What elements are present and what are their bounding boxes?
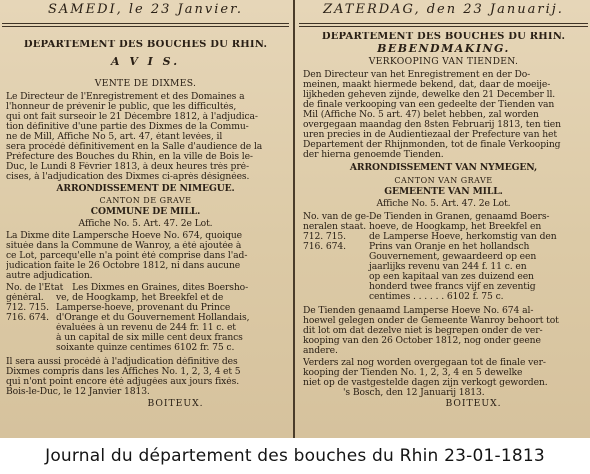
- french-date: SAMEDI, le 23 Janvier.: [47, 2, 244, 17]
- french-p1-line: ne de Mill, Affiche No 5, art. 47, étant levées, il: [6, 132, 223, 142]
- dutch-column: [297, 0, 590, 438]
- dutch-p2-line: dit lot om dat dezelve niet is begrepen onder de ver-: [303, 326, 543, 336]
- dutch-department: DEPARTEMENT DES BOUCHES DU RHIN.: [321, 32, 566, 42]
- dutch-table-ref: No. van de ge-: [303, 212, 370, 222]
- french-table-row: [6, 343, 285, 353]
- dutch-table-desc: jaarlijks revenu van 244 f. 11 c. en: [369, 262, 527, 272]
- french-p2-line: La Dixme dite Lampersche Hoeve No. 674, quoique: [6, 231, 243, 241]
- french-affiche: Affiche No. 5. Art. 47. 2e Lot.: [78, 219, 213, 229]
- dutch-affiche: Affiche No. 5. Art. 47. 2e Lot.: [376, 199, 511, 209]
- french-p1-line: Le Directeur de l'Enregistrement et des Domaines a: [6, 92, 245, 102]
- french-table-ref: 716. 674.: [6, 313, 49, 323]
- french-table-row: [6, 313, 285, 323]
- dutch-p2-line: De Tienden genaamd Lamperse Hoeve No. 674 al-: [303, 306, 534, 316]
- french-p3-line: Dixmes compris dans les Affiches No. 1, 2, 3, 4 et 5: [6, 367, 241, 377]
- dutch-table-desc: hoeve, de Hoogkamp, het Breekfel en: [369, 222, 542, 232]
- french-p2-line: autre adjudication.: [6, 271, 93, 281]
- french-top-rule-2: [2, 26, 289, 27]
- dutch-table-row: [303, 262, 584, 272]
- french-table-row: [6, 303, 285, 313]
- dutch-table-row: [303, 272, 584, 282]
- dutch-table-desc: de Lamperse Hoeve, herkomstig van den: [369, 232, 557, 242]
- french-department: DEPARTEMENT DES BOUCHES DU RHIN.: [23, 40, 268, 50]
- dutch-table-row: [303, 292, 584, 302]
- dutch-table-desc: op een kapitaal van zes duizend een: [369, 272, 534, 282]
- dutch-table-desc: honderd twee francs vijf en zeventig: [369, 282, 536, 292]
- dutch-p1-line: Mil (Affiche No. 5 art. 47) belet hebben, zal worden: [303, 110, 539, 120]
- dutch-p2-line: andere.: [303, 346, 338, 356]
- dutch-table-row: [303, 222, 584, 232]
- dutch-p2-line: kooping van den 26 October 1812, nog onder geene: [303, 336, 541, 346]
- french-table-ref: général.: [6, 293, 44, 303]
- french-p3-line: Il sera aussi procédé à l'adjudication définitive des: [6, 357, 238, 367]
- dutch-table-ref: 716. 674.: [303, 242, 346, 252]
- french-arrondissement: ARRONDISSEMENT DE NIMEGUE.: [56, 184, 235, 194]
- dutch-signature: BOITEUX.: [445, 399, 502, 409]
- french-p1-line: qui ont fait surseoir le 21 Décembre 1812, à l'adjudica-: [6, 112, 258, 122]
- french-table-desc: soixante quinze centimes 6102 fr. 75 c.: [56, 343, 235, 353]
- dutch-p1-line: der hierna genoemde Tienden.: [303, 150, 444, 160]
- column-divider: [293, 0, 295, 438]
- dutch-table-desc: De Tienden in Granen, genaamd Boers-: [369, 212, 550, 222]
- french-top-rule: [2, 23, 289, 24]
- french-canton: CANTON DE GRAVE: [99, 196, 192, 205]
- french-table-desc: d'Orange et du Gouvernement Hollandais,: [56, 313, 250, 323]
- french-p1-line: tion définitive d'une partie des Dixmes de la Commu-: [6, 122, 249, 132]
- french-p1-line: l'honneur de prévenir le public, que les difficultés,: [6, 102, 237, 112]
- french-table-desc: Les Dixmes en Graines, dites Boersho-: [72, 283, 249, 293]
- french-table-row: [6, 293, 285, 303]
- dutch-p2-line: hoewel gelegen onder de Gemeente Wanroy behoort tot: [303, 316, 559, 326]
- dutch-p1-line: meinen, maakt hiermede bekend, dat, daar de moeije-: [303, 80, 551, 90]
- french-table-desc: évaluées à un revenu de 244 fr. 11 c. et: [56, 323, 236, 333]
- french-table-row: [6, 333, 285, 343]
- dutch-table-ref: 712. 715.: [303, 232, 346, 242]
- french-p1-line: cises, à l'adjudication des Dixmes ci-après désignées.: [6, 172, 250, 182]
- dutch-p2-line: kooping der Tienden No. 1, 2, 3, 4 en 5 dewelke: [303, 368, 523, 378]
- french-p3-line: qui n'ont point encore été adjugées aux jours fixés.: [6, 377, 240, 387]
- french-table-ref: 712. 715.: [6, 303, 49, 313]
- french-column: [0, 0, 291, 438]
- dutch-table-row: [303, 282, 584, 292]
- french-p1-line: Préfecture des Bouches du Rhin, en la ville de Bois le-: [6, 152, 253, 162]
- dutch-title: VERKOOPING VAN TIENDEN.: [368, 57, 519, 67]
- french-title: VENTE DE DIXMES.: [94, 79, 197, 89]
- dutch-table-row: [303, 232, 584, 242]
- french-commune: COMMUNE DE MILL.: [90, 207, 201, 217]
- french-signature: BOITEUX.: [147, 399, 204, 409]
- dutch-table-desc: Gouvernement, gewaardeerd op een: [369, 252, 537, 262]
- dutch-date: ZATERDAG, den 23 Januarij.: [323, 2, 564, 17]
- dutch-arrondissement: ARRONDISSEMENT VAN NYMEGEN,: [349, 163, 538, 173]
- dutch-table-row: [303, 212, 584, 222]
- dutch-p1-line: lijkheden geheven zijnde, dewelke den 21 December ll.: [303, 90, 556, 100]
- french-p2-line: située dans la Commune de Wanroy, a été ajoutée à: [6, 241, 242, 251]
- french-table-desc: Lamperse-hoeve, provenant du Prince: [56, 303, 231, 313]
- french-table-desc: à un capital de six mille cent deux francs: [56, 333, 243, 343]
- dutch-p1-line: de finale verkooping van een gedeelte der Tienden van: [303, 100, 555, 110]
- dutch-p2-line: niet op de vastgestelde dagen zijn verkogt geworden.: [303, 378, 548, 388]
- french-table-ref: No. de l'État: [6, 283, 64, 293]
- dutch-bekend-heading: BEBENDMAKING.: [377, 44, 510, 54]
- french-p3-line: Bois-le-Duc, le 12 Janvier 1813.: [6, 387, 150, 397]
- french-p2-line: judication faite le 26 Octobre 1812, ni dans aucune: [6, 261, 241, 271]
- dutch-table-row: [303, 242, 584, 252]
- french-avis-heading: A V I S.: [110, 57, 181, 67]
- dutch-p2-line: 's Bosch, den 12 Januarij 1813.: [343, 388, 485, 398]
- dutch-p1-line: overgegaan maandag den 8sten Februarij 1813, ten tien: [303, 120, 561, 130]
- image-caption: Journal du département des bouches du Rhin 23-01-1813: [0, 438, 590, 474]
- dutch-table-row: [303, 252, 584, 262]
- dutch-top-rule: [299, 23, 588, 24]
- french-p1-line: sera procédé définitivement en la Salle d'audience de la: [6, 142, 263, 152]
- french-table-desc: ve, de Hoogkamp, het Breekfel et de: [56, 293, 224, 303]
- dutch-p2-line: Verders zal nog worden overgegaan tot de finale ver-: [303, 358, 546, 368]
- french-table-header: [6, 283, 285, 293]
- dutch-commune: GEMEENTE VAN MILL.: [384, 187, 503, 197]
- french-table-row: [6, 323, 285, 333]
- dutch-table-desc: centimes . . . . . . 6102 f. 75 c.: [369, 292, 504, 302]
- dutch-table-ref: neralen staat.: [303, 222, 367, 232]
- dutch-table-desc: Prins van Oranje en het hollandsch: [369, 242, 530, 252]
- dutch-p1-line: uren precies in de Audientiezaal der Prefecture van het: [303, 130, 557, 140]
- french-p2-line: ce Lot, parcequ'elle n'a point été comprise dans l'ad-: [6, 251, 248, 261]
- french-p1-line: Duc, le Lundi 8 Février 1813, à deux heures très pré-: [6, 162, 249, 172]
- dutch-p1-line: Departement der Rhijnmonden, tot de finale Verkooping: [303, 140, 561, 150]
- dutch-top-rule-2: [299, 26, 588, 27]
- dutch-canton: CANTON VAN GRAVE: [394, 176, 493, 185]
- dutch-p1-line: Den Directeur van het Enregistrement en der Do-: [303, 70, 531, 80]
